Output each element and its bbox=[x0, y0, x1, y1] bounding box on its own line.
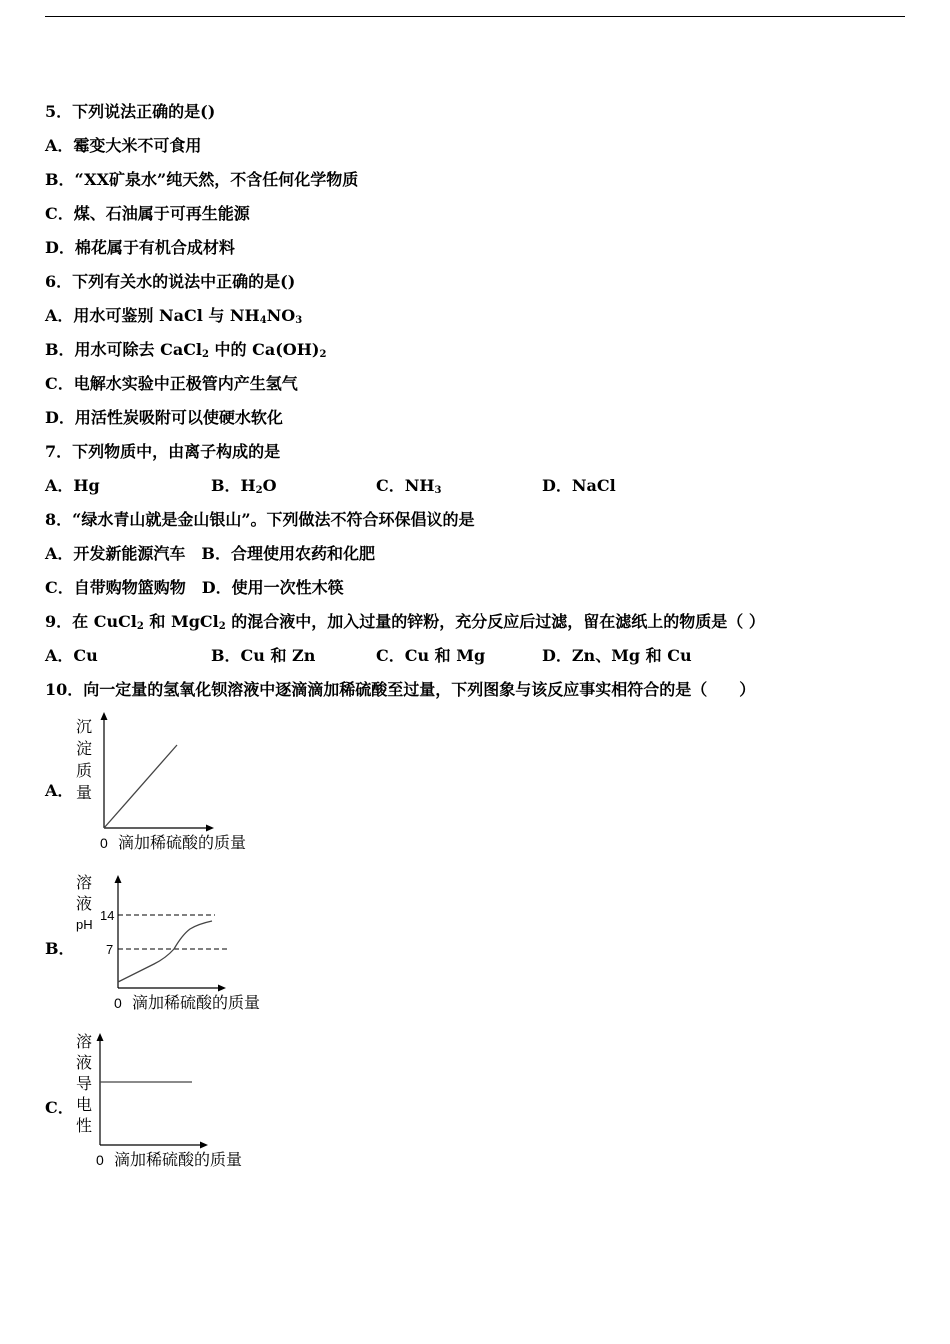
q9-stem-sub1: 2 bbox=[136, 621, 144, 632]
q6-option-c: C．电解水实验中正极管内产生氢气 bbox=[45, 374, 298, 393]
graph-c-ylabel-5: 性 bbox=[76, 1116, 93, 1135]
q6-option-d: D．用活性炭吸附可以使硬水软化 bbox=[45, 408, 283, 427]
graph-a-y-arrow bbox=[101, 712, 108, 720]
q6-b-sub1: 2 bbox=[202, 349, 209, 360]
graph-c-ylabel-1: 溶 bbox=[76, 1032, 93, 1051]
graph-a-ylabel-1: 沉 bbox=[76, 717, 93, 736]
q9-option-a: A．Cu bbox=[45, 646, 98, 665]
graph-a-origin: 0 bbox=[100, 835, 108, 851]
graph-c-ylabel-3: 导 bbox=[76, 1074, 93, 1093]
q6-a-mid: NO bbox=[266, 306, 296, 325]
q5-option-b: B．“XX矿泉水”纯天然，不含任何化学物质 bbox=[45, 170, 359, 189]
graph-c-svg bbox=[70, 1025, 270, 1180]
q7-option-c bbox=[376, 476, 441, 496]
graph-c-ylabel-4: 电 bbox=[76, 1095, 93, 1114]
graph-b-origin: 0 bbox=[114, 995, 122, 1011]
q7-option-b bbox=[211, 476, 277, 496]
graph-a-curve bbox=[104, 745, 177, 828]
graph-c-ylabel-2: 液 bbox=[76, 1053, 93, 1072]
q6-b-mid: 中的 Ca(OH) bbox=[208, 340, 320, 359]
graph-c-xlabel: 滴加稀硫酸的质量 bbox=[114, 1150, 243, 1169]
graph-b-x-arrow bbox=[218, 985, 226, 992]
q8-options-ab: A．开发新能源汽车 B．合理使用农药和化肥 bbox=[45, 544, 375, 563]
q6-stem: 6．下列有关水的说法中正确的是() bbox=[45, 272, 296, 291]
q6-option-a bbox=[45, 306, 302, 326]
q9-option-b: B．Cu 和 Zn bbox=[211, 646, 316, 665]
q6-b-sub2: 2 bbox=[319, 349, 327, 360]
q7-b-text: B．H bbox=[211, 476, 256, 495]
q10-graph-b bbox=[70, 870, 280, 1020]
graph-a-xlabel: 滴加稀硫酸的质量 bbox=[118, 833, 247, 852]
q9-stem bbox=[45, 612, 765, 632]
graph-b-y-arrow bbox=[115, 875, 122, 883]
q10-graph-a bbox=[70, 710, 270, 860]
q9-stem-post: 的混合液中，加入过量的锌粉，充分反应后过滤，留在滤纸上的物质是（ ） bbox=[225, 612, 765, 631]
q9-stem-sub2: 2 bbox=[218, 621, 226, 632]
graph-c-y-arrow bbox=[97, 1033, 104, 1041]
q6-option-b bbox=[45, 340, 326, 360]
graph-b-tick-14: 14 bbox=[100, 908, 115, 923]
q10-option-a-label: A． bbox=[45, 781, 74, 800]
graph-b-ylabel-1: 溶 bbox=[76, 873, 93, 892]
graph-b-svg bbox=[70, 870, 280, 1020]
q7-option-d: D．NaCl bbox=[542, 476, 616, 495]
graph-a-ylabel-4: 量 bbox=[76, 783, 93, 802]
graph-b-ylabel-unit: pH bbox=[76, 917, 93, 932]
q9-options bbox=[45, 646, 905, 666]
q6-a-sub1: 4 bbox=[259, 315, 267, 326]
q7-c-text: C．NH bbox=[376, 476, 435, 495]
q10-stem: 10．向一定量的氢氧化钡溶液中逐滴滴加稀硫酸至过量，下列图象与该反应事实相符合的是（ ） bbox=[45, 680, 756, 699]
q6-a-sub2: 3 bbox=[295, 315, 303, 326]
q10-option-b-label: B． bbox=[45, 939, 75, 958]
q9-option-c: C．Cu 和 Mg bbox=[376, 646, 486, 665]
q10-graph-c bbox=[70, 1025, 270, 1180]
q7-stem: 7．下列物质中，由离子构成的是 bbox=[45, 442, 281, 461]
q5-option-c: C．煤、石油属于可再生能源 bbox=[45, 204, 250, 223]
graph-c-x-arrow bbox=[200, 1142, 208, 1149]
q9-option-d: D．Zn、Mg 和 Cu bbox=[542, 646, 692, 665]
q7-c-sub: 3 bbox=[434, 485, 442, 496]
q5-stem: 5．下列说法正确的是() bbox=[45, 102, 216, 121]
graph-b-xlabel: 滴加稀硫酸的质量 bbox=[132, 993, 261, 1012]
q7-b-post: O bbox=[262, 476, 277, 495]
graph-a-ylabel-3: 质 bbox=[76, 761, 93, 780]
q6-b-text: B．用水可除去 CaCl bbox=[45, 340, 203, 359]
graph-c-origin: 0 bbox=[96, 1152, 104, 1168]
q8-stem: 8．“绿水青山就是金山银山”。下列做法不符合环保倡议的是 bbox=[45, 510, 475, 529]
header-rule bbox=[45, 16, 905, 17]
graph-a-svg bbox=[70, 710, 270, 860]
q7-b-sub: 2 bbox=[255, 485, 263, 496]
q5-option-a: A．霉变大米不可食用 bbox=[45, 136, 202, 155]
q5-option-d: D．棉花属于有机合成材料 bbox=[45, 238, 235, 257]
graph-a-x-arrow bbox=[206, 825, 214, 832]
q10-option-c-label: C． bbox=[45, 1098, 74, 1117]
graph-b-curve bbox=[118, 921, 212, 982]
q7-option-a: A．Hg bbox=[45, 476, 100, 495]
graph-b-ylabel-2: 液 bbox=[76, 894, 93, 913]
graph-b-tick-7: 7 bbox=[106, 942, 114, 957]
q9-stem-text: 9．在 CuCl bbox=[45, 612, 137, 631]
q7-options bbox=[45, 476, 905, 496]
q8-options-cd: C．自带购物篮购物 D．使用一次性木筷 bbox=[45, 578, 344, 597]
q9-stem-mid: 和 MgCl bbox=[143, 612, 219, 631]
q6-a-text: A．用水可鉴别 NaCl 与 NH bbox=[45, 306, 260, 325]
graph-a-ylabel-2: 淀 bbox=[76, 739, 93, 758]
